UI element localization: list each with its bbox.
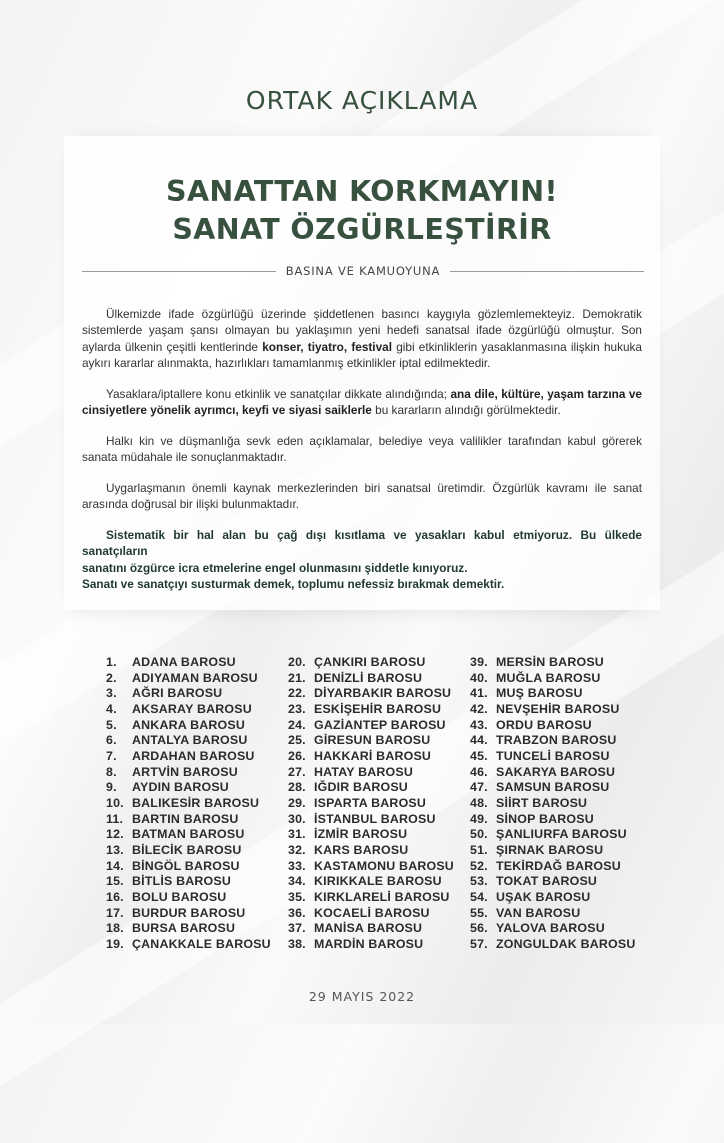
list-item-number: 16. — [106, 890, 124, 905]
list-item-name: MARDİN BAROSU — [314, 937, 424, 952]
list-item — [106, 733, 271, 749]
list-item — [106, 890, 271, 906]
list-item-name: TRABZON BAROSU — [496, 733, 617, 748]
list-item-number: 47. — [470, 780, 488, 795]
list-item-name: ARTVİN BAROSU — [132, 764, 238, 779]
list-item-number: 8. — [106, 764, 117, 779]
statement-date: 29 MAYIS 2022 — [308, 989, 416, 1004]
list-item-number: 24. — [288, 717, 306, 732]
list-item — [470, 780, 636, 796]
paragraph-1-emphasis: konser, tiyatro, festival — [262, 339, 392, 354]
list-item-number: 42. — [470, 702, 488, 717]
list-item-number: 37. — [288, 921, 306, 936]
list-item — [106, 937, 271, 953]
list-item — [470, 702, 636, 718]
list-item-name: ŞIRNAK BAROSU — [496, 843, 604, 858]
list-column-2 — [288, 655, 454, 953]
list-item-name: SAMSUN BAROSU — [496, 780, 610, 795]
list-item-number: 38. — [288, 937, 306, 952]
list-item — [106, 843, 271, 859]
list-item — [470, 890, 636, 906]
list-item-number: 3. — [106, 686, 117, 701]
list-item-name: KASTAMONU BAROSU — [314, 858, 454, 873]
list-item-number: 20. — [288, 655, 306, 669]
list-item — [470, 827, 636, 843]
list-item-number: 57. — [470, 937, 488, 952]
list-item — [470, 843, 636, 859]
list-item — [106, 671, 271, 687]
list-item — [106, 702, 271, 718]
list-item-number: 15. — [106, 874, 124, 889]
list-item-name: BURSA BAROSU — [132, 921, 236, 936]
list-item — [288, 859, 454, 875]
list-item-name: DENİZLİ BAROSU — [314, 670, 423, 685]
list-item — [288, 686, 454, 702]
list-item-number: 6. — [106, 733, 117, 748]
list-item — [288, 843, 454, 859]
paragraph-2: Yasaklara/iptallere konu etkinlik ve sanatçılar dikkate alındığında; ana dile, kültüre, yaşam tarzına ve cinsiyetlere yönelik ayrımcı, keyfi ve siyasi saiklerle bu kararların alındığı görülmektedir. — [82, 386, 642, 417]
paragraph-1: Ülkemizde ifade özgürlüğü üzerinde şiddetlenen basıncı kaygıyla gözlemlemekteyiz. Demokratik sistemlerde yaşam şansı olmayan bu yaklaşımın yeni hedefi sanatsal ifade özgürlüğü olmuştur. Son aylarda ülkenin çeşitli kentlerinde konser, tiyatro, festival gibi etkinliklerin yasaklanmasına ilişkin hukuka aykırı kararlar alınmakta, hazırlıkları tamamlanmış etkinlikler iptal edilmektedir. — [82, 307, 642, 370]
list-item-number: 13. — [106, 843, 124, 858]
list-item — [470, 733, 636, 749]
list-item — [106, 921, 271, 937]
list-item-name: ŞANLIURFA BAROSU — [496, 827, 627, 842]
list-item-number: 11. — [106, 811, 124, 826]
list-item — [106, 686, 271, 702]
list-item — [288, 827, 454, 843]
list-item-number: 44. — [470, 733, 488, 748]
list-item-number: 32. — [288, 843, 306, 858]
list-item — [470, 765, 636, 781]
list-item — [106, 780, 271, 796]
list-item-number: 22. — [288, 686, 306, 701]
list-item — [288, 796, 454, 812]
list-item — [470, 874, 636, 890]
statement-body — [82, 306, 642, 592]
list-item-name: DİYARBAKIR BAROSU — [314, 686, 452, 701]
list-item-number: 25. — [288, 733, 306, 748]
list-item — [470, 859, 636, 875]
list-item-number: 40. — [470, 670, 488, 685]
list-item-name: ÇANAKKALE BAROSU — [132, 937, 271, 952]
list-item-number: 50. — [470, 827, 488, 842]
divider-left — [82, 271, 276, 272]
list-item-name: HATAY BAROSU — [314, 764, 414, 779]
list-item-number: 10. — [106, 796, 124, 811]
list-item-name: AKSARAY BAROSU — [132, 702, 252, 717]
list-item-name: HAKKARİ BAROSU — [314, 749, 432, 764]
list-item-name: SİNOP BAROSU — [496, 811, 594, 826]
list-item-name: KOCAELİ BAROSU — [314, 905, 430, 920]
list-item-number: 41. — [470, 686, 488, 701]
list-item-number: 2. — [106, 670, 117, 685]
list-item-number: 53. — [470, 874, 488, 889]
list-item — [106, 749, 271, 765]
list-item-number: 5. — [106, 717, 117, 732]
paragraph-3: Halkı kin ve düşmanlığa sevk eden açıklamalar, belediye veya valilikler tarafından kabul görerek sanata müdahale ile sonuçlanmaktadır. — [82, 433, 642, 465]
list-item-number: 18. — [106, 921, 124, 936]
list-item — [470, 812, 636, 828]
list-item-name: İSTANBUL BAROSU — [314, 811, 436, 826]
list-item-name: IĞDIR BAROSU — [314, 780, 408, 795]
list-item-name: SAKARYA BAROSU — [496, 764, 616, 779]
list-item — [106, 718, 271, 734]
list-item-name: ADANA BAROSU — [132, 655, 236, 669]
list-item-number: 12. — [106, 827, 124, 842]
list-item — [288, 671, 454, 687]
list-item — [106, 859, 271, 875]
list-item-number: 33. — [288, 858, 306, 873]
list-item-name: GİRESUN BAROSU — [314, 733, 431, 748]
list-item-number: 4. — [106, 702, 117, 717]
list-item-number: 54. — [470, 890, 488, 905]
list-item-name: MERSİN BAROSU — [496, 655, 604, 669]
list-item-number: 29. — [288, 796, 306, 811]
list-item-number: 45. — [470, 749, 488, 764]
list-item-number: 55. — [470, 905, 488, 920]
list-item-name: BİNGÖL BAROSU — [132, 858, 240, 873]
closing-line-1: Sistematik bir hal alan bu çağ dışı kısıtlama ve yasakları kabul etmiyoruz. Bu ülkede sanatçıların — [82, 527, 642, 559]
list-item-number: 26. — [288, 749, 306, 764]
list-item-number: 46. — [470, 764, 488, 779]
list-item-name: BİTLİS BAROSU — [132, 874, 231, 889]
list-item — [288, 921, 454, 937]
closing-statement — [82, 527, 642, 592]
list-item-number: 39. — [470, 655, 488, 669]
list-item-name: YALOVA BAROSU — [496, 921, 605, 936]
list-item — [470, 906, 636, 922]
list-item-number: 51. — [470, 843, 488, 858]
list-item-name: AĞRI BAROSU — [132, 686, 223, 701]
list-item-name: BARTIN BAROSU — [132, 811, 239, 826]
list-item — [288, 655, 454, 671]
list-item-number: 35. — [288, 890, 306, 905]
main-title — [0, 173, 724, 249]
list-item-number: 21. — [288, 670, 306, 685]
closing-line-2: sanatını özgürce icra etmelerine engel olunmasını şiddetle kınıyoruz. — [82, 560, 468, 575]
list-item — [106, 812, 271, 828]
list-item-number: 17. — [106, 905, 124, 920]
list-item-name: GAZİANTEP BAROSU — [314, 717, 446, 732]
list-item-name: ADIYAMAN BAROSU — [132, 670, 258, 685]
list-item — [470, 937, 636, 953]
list-item-name: AYDIN BAROSU — [132, 780, 229, 795]
closing-line-3: Sanatı ve sanatçıyı susturmak demek, toplumu nefessiz bırakmak demektir. — [82, 576, 505, 591]
title-line-2: SANAT ÖZGÜRLEŞTİRİR — [172, 213, 552, 246]
list-item — [470, 655, 636, 671]
list-item-name: ESKİŞEHİR BAROSU — [314, 702, 442, 717]
list-item-name: ANTALYA BAROSU — [132, 733, 248, 748]
list-item-number: 28. — [288, 780, 306, 795]
list-item — [470, 796, 636, 812]
list-item-name: KARS BAROSU — [314, 843, 409, 858]
list-item — [288, 780, 454, 796]
list-item-name: TUNCELİ BAROSU — [496, 749, 610, 764]
subtitle: BASINA VE KAMUOYUNA — [285, 264, 441, 278]
list-item-name: SİİRT BAROSU — [496, 796, 588, 811]
paragraph-4: Uygarlaşmanın önemli kaynak merkezlerinden biri sanatsal üretimdir. Özgürlük kavramı ile sanat arasında doğrusal bir ilişki bulunmaktadır. — [82, 480, 642, 512]
list-item-name: ANKARA BAROSU — [132, 717, 245, 732]
list-item-number: 34. — [288, 874, 306, 889]
list-item-name: BİLECİK BAROSU — [132, 843, 242, 858]
list-item-number: 56. — [470, 921, 488, 936]
list-item — [288, 890, 454, 906]
list-item — [106, 906, 271, 922]
list-item — [470, 686, 636, 702]
list-item-number: 1. — [106, 655, 117, 669]
list-item-name: NEVŞEHİR BAROSU — [496, 702, 620, 717]
list-item — [470, 718, 636, 734]
list-item — [288, 733, 454, 749]
list-item — [470, 749, 636, 765]
page-heading: ORTAK AÇIKLAMA — [245, 86, 479, 115]
list-item-number: 30. — [288, 811, 306, 826]
list-item-number: 48. — [470, 796, 488, 811]
list-item-number: 19. — [106, 937, 124, 952]
list-item — [106, 827, 271, 843]
list-item — [288, 812, 454, 828]
subtitle-row — [82, 263, 644, 279]
list-column-3 — [470, 655, 636, 953]
list-item — [288, 718, 454, 734]
list-item-number: 36. — [288, 905, 306, 920]
list-item-name: KIRKLARELİ BAROSU — [314, 890, 450, 905]
list-item — [288, 937, 454, 953]
list-item-number: 9. — [106, 780, 117, 795]
list-item-name: TEKİRDAĞ BAROSU — [496, 858, 621, 873]
list-item — [470, 671, 636, 687]
list-item-name: MUĞLA BAROSU — [496, 670, 601, 685]
list-item-name: TOKAT BAROSU — [496, 874, 598, 889]
list-item-number: 43. — [470, 717, 488, 732]
list-item-name: BALIKESİR BAROSU — [132, 796, 260, 811]
list-item-name: ARDAHAN BAROSU — [132, 749, 255, 764]
list-column-1 — [106, 655, 271, 953]
list-item-number: 49. — [470, 811, 488, 826]
list-item-name: VAN BAROSU — [496, 905, 581, 920]
divider-right — [450, 271, 644, 272]
list-item-name: BOLU BAROSU — [132, 890, 227, 905]
list-item-name: BURDUR BAROSU — [132, 905, 246, 920]
list-item-number: 23. — [288, 702, 306, 717]
list-item-name: BATMAN BAROSU — [132, 827, 245, 842]
list-item-name: KIRIKKALE BAROSU — [314, 874, 442, 889]
list-item-name: MUŞ BAROSU — [496, 686, 583, 701]
list-item-number: 31. — [288, 827, 306, 842]
list-item — [106, 796, 271, 812]
list-item-name: ZONGULDAK BAROSU — [496, 937, 636, 952]
list-item-name: ORDU BAROSU — [496, 717, 592, 732]
paragraph-2-emphasis: ana dile, kültüre, yaşam tarzına ve cinsiyetlere yönelik ayrımcı, keyfi ve siyasi saiklerle — [82, 386, 642, 417]
list-item-number: 27. — [288, 764, 306, 779]
list-item-name: UŞAK BAROSU — [496, 890, 591, 905]
list-item — [106, 765, 271, 781]
list-item — [288, 874, 454, 890]
title-line-1: SANATTAN KORKMAYIN! — [166, 175, 558, 208]
list-item — [470, 921, 636, 937]
list-item-name: İZMİR BAROSU — [314, 827, 408, 842]
list-item — [288, 702, 454, 718]
list-item-name: ÇANKIRI BAROSU — [314, 655, 426, 669]
list-item — [106, 655, 271, 671]
list-item-number: 14. — [106, 858, 124, 873]
list-item — [288, 749, 454, 765]
list-item-name: MANİSA BAROSU — [314, 921, 423, 936]
list-item — [288, 906, 454, 922]
list-item-name: ISPARTA BAROSU — [314, 796, 427, 811]
list-item — [106, 874, 271, 890]
list-item-number: 52. — [470, 858, 488, 873]
list-item — [288, 765, 454, 781]
list-item-number: 7. — [106, 749, 117, 764]
